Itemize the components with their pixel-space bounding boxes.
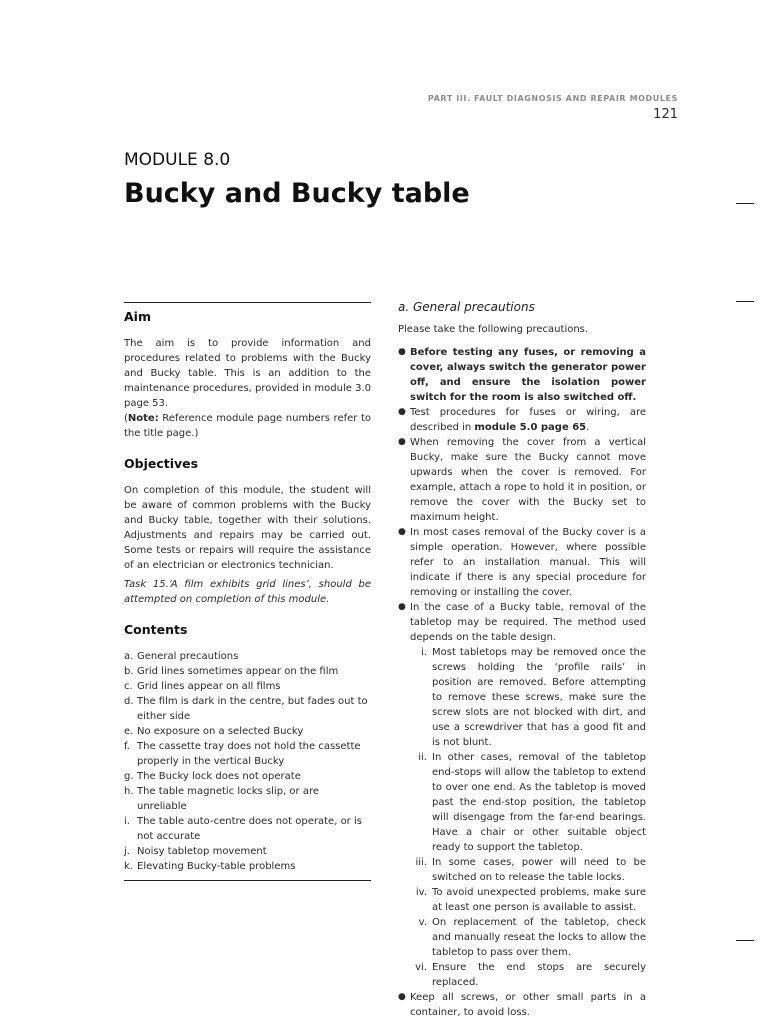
sub-item — [410, 645, 646, 750]
list-item — [124, 724, 371, 739]
top-rule — [124, 302, 371, 303]
bullet-body: In the case of a Bucky table, removal of the tabletop may be required. The method used depends on the table design. — [410, 602, 646, 643]
precautions-list — [398, 345, 646, 1020]
list-item — [124, 664, 371, 679]
bullet-text: Before testing any fuses, or removing a cover, always switch the generator power off, and ensure the isolation power switch for the room is also switched off. — [410, 347, 646, 403]
item-text: No exposure on a selected Bucky — [137, 726, 304, 737]
list-item — [124, 694, 371, 724]
sub-number: vi. — [415, 962, 427, 973]
bullet-icon: ● — [398, 407, 406, 417]
item-text: Grid lines appear on all films — [137, 681, 281, 692]
sub-item — [410, 960, 646, 990]
item-text: Noisy tabletop movement — [137, 846, 267, 857]
module-reference: module 5.0 page 65 — [474, 422, 587, 433]
sub-text: On replacement of the tabletop, check and manually reseat the locks to allow the tabletop to pass over them. — [432, 917, 646, 958]
list-item — [124, 739, 371, 769]
item-letter: h. — [124, 786, 134, 797]
item-text: The film is dark in the centre, but fades out to either side — [137, 696, 368, 722]
bullet-text: When removing the cover from a vertical Bucky, make sure the Bucky cannot move upwards when the cover is removed. For example, attach a rope to hold it in position, or remove the cover with the Bucky set to maximum height. — [410, 437, 646, 523]
left-column — [124, 302, 371, 881]
list-item — [398, 435, 646, 525]
sub-item — [410, 915, 646, 960]
margin-tick — [736, 301, 754, 302]
margin-tick — [736, 203, 754, 204]
note-text: Reference module page numbers refer to the title page.) — [124, 413, 371, 439]
sub-list — [410, 645, 646, 990]
note-paren: ( — [124, 413, 128, 424]
precautions-intro: Please take the following precautions. — [398, 324, 589, 335]
item-letter: c. — [124, 681, 133, 692]
right-column — [398, 300, 646, 1020]
item-text: The table auto-centre does not operate, or is not accurate — [137, 816, 362, 842]
item-letter: b. — [124, 666, 134, 677]
sub-item — [410, 885, 646, 915]
list-item — [398, 345, 646, 405]
sub-number: i. — [421, 647, 427, 658]
item-text: General precautions — [137, 651, 239, 662]
item-letter: i. — [124, 816, 130, 827]
running-header: PART III. FAULT DIAGNOSIS AND REPAIR MODULES — [427, 94, 678, 103]
bullet-icon: ● — [398, 437, 406, 447]
objectives-heading: Objectives — [124, 456, 199, 471]
list-item — [398, 600, 646, 990]
list-item — [124, 844, 371, 859]
sub-number: iv. — [415, 887, 427, 898]
item-letter: e. — [124, 726, 134, 737]
sub-number: v. — [418, 917, 427, 928]
aim-heading: Aim — [124, 309, 151, 324]
bullet-icon: ● — [398, 527, 406, 537]
bullet-text: In most cases removal of the Bucky cover is a simple operation. However, where possible refer to an installation manual. This will indicate if there is any special procedure for removing or installing the cover. — [410, 527, 646, 598]
list-item — [124, 859, 371, 874]
item-text: The cassette tray does not hold the cassette properly in the vertical Bucky — [137, 741, 361, 767]
sub-text: Most tabletops may be removed once the screws holding the ‘profile rails’ in position are removed. Before attempting to remove these screws, make sure the screw slots are not blocked with dirt, and use a screwdriver that has a good fit and is not blunt. — [432, 647, 646, 748]
item-text: Elevating Bucky-table problems — [137, 861, 296, 872]
bullet-icon: ● — [398, 602, 406, 612]
list-item — [398, 525, 646, 600]
sub-number: iii. — [415, 857, 427, 868]
sub-number: ii. — [418, 752, 427, 763]
bullet-end: . — [586, 422, 590, 433]
sub-text: In some cases, power will need to be switched on to release the table locks. — [432, 857, 646, 883]
aim-text — [124, 336, 371, 441]
sub-text: Ensure the end stops are securely replaced. — [432, 962, 646, 988]
sub-item — [410, 750, 646, 855]
item-letter: g. — [124, 771, 134, 782]
page-number: 121 — [653, 107, 678, 122]
item-text: The Bucky lock does not operate — [137, 771, 301, 782]
list-item — [124, 649, 371, 664]
bullet-body: Test procedures for fuses or wiring, are described in — [410, 407, 646, 433]
aim-body: The aim is to provide information and procedures related to problems with the Bucky and Bucky table. This is an addition to the maintenance procedures, provided in module 3.0 page 53. — [124, 338, 371, 409]
list-item — [398, 990, 646, 1020]
note-label: Note: — [127, 413, 159, 424]
list-item — [124, 769, 371, 784]
bullet-icon: ● — [398, 992, 406, 1002]
contents-list — [124, 649, 371, 874]
page-title: Bucky and Bucky table — [124, 178, 470, 209]
sub-item — [410, 855, 646, 885]
item-letter: d. — [124, 696, 134, 707]
bottom-rule — [124, 880, 371, 881]
item-text: The table magnetic locks slip, or are unreliable — [137, 786, 319, 812]
list-item — [124, 784, 371, 814]
bullet-text: Keep all screws, or other small parts in a container, to avoid loss. — [410, 992, 646, 1018]
bullet-icon: ● — [398, 347, 406, 357]
list-item — [124, 679, 371, 694]
bullet-text — [410, 405, 646, 435]
item-letter: k. — [124, 861, 133, 872]
task-note: Task 15.‘A film exhibits grid lines’, should be attempted on completion of this module. — [124, 579, 371, 605]
module-label: MODULE 8.0 — [124, 150, 231, 170]
item-letter: a. — [124, 651, 134, 662]
contents-heading: Contents — [124, 622, 188, 637]
list-item — [124, 814, 371, 844]
objectives-text: On completion of this module, the student will be aware of common problems with the Bucky and Bucky table, together with their solutions. Adjustments and repairs may be carried out. Some tests or repairs will require the assistance of an electrician or electronics technician. — [124, 485, 371, 571]
item-letter: j. — [124, 846, 130, 857]
item-letter: f. — [124, 741, 130, 752]
margin-tick — [736, 940, 754, 941]
item-text: Grid lines sometimes appear on the film — [137, 666, 339, 677]
bullet-text — [410, 600, 646, 990]
list-item — [398, 405, 646, 435]
sub-text: In other cases, removal of the tabletop end-stops will allow the tabletop to extend to over one end. As the tabletop is moved past the end-stop position, the tabletop will disengage from the far-end bearings. Have a chair or other suitable object ready to support the tabletop. — [432, 752, 646, 853]
sub-text: To avoid unexpected problems, make sure at least one person is available to assist. — [432, 887, 646, 913]
precautions-heading: a. General precautions — [398, 300, 535, 314]
